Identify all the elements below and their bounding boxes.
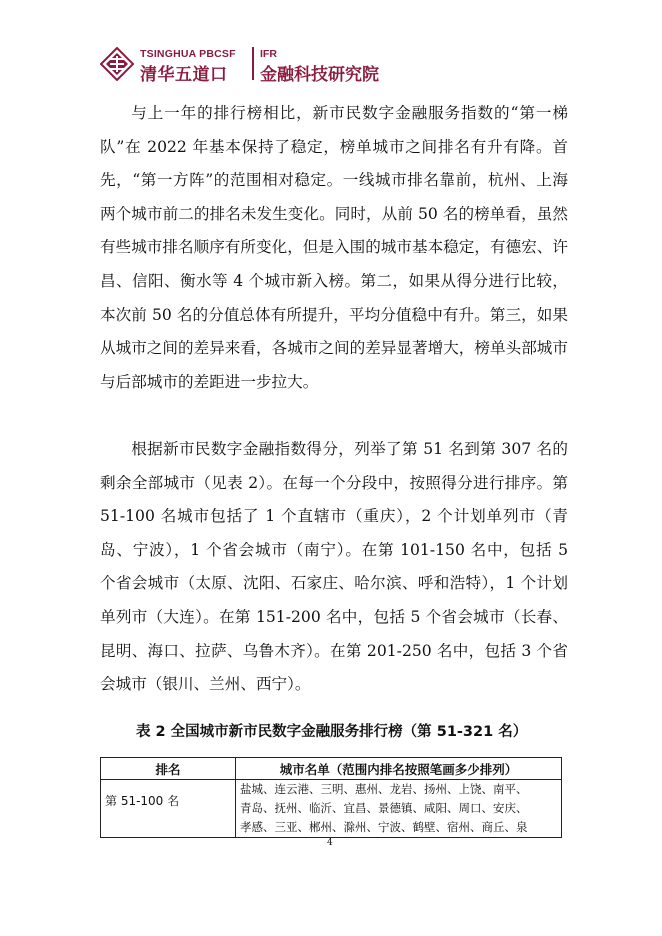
tsinghua-pbcsf-logo-icon [100, 47, 134, 81]
brand-chinese: 清华五道口 [140, 65, 228, 85]
body-paragraph: 根据新市民数字金融指数得分，列举了第 51 名到第 307 名的剩余全部城市（见表 2）。在每一个分段中，按照得分进行排序。第 51-100 名城市包括了 1 个直辖市（重庆），2 个计划单列市（青岛、宁波），1 个省会城市（南宁）。在第 101-150 名中，包括 5 个省会城市（太原、沈阳、石家庄、哈尔滨、呼和浩特），1 个计划单列市（大连）。在第 151-200 名中，包括 5 个省会城市（长春、昆明、海口、拉萨、乌鲁木齐）。在第 201-250 名中，包括 3 个省会城市（银川、兰州、西宁）。 [100, 440, 568, 694]
page-number: 4 [327, 838, 333, 848]
page-header [100, 45, 400, 83]
rank-range-cell: 第 51-100 名 [101, 780, 236, 838]
header-divider [252, 47, 254, 80]
city-list-line: 孝感、三亚、郴州、滁州、宁波、鹤壁、宿州、商丘、泉 [240, 820, 528, 834]
body-paragraph: 与上一年的排行榜相比，新市民数字金融服务指数的“第一梯队”在 2022 年基本保持了稳定，榜单城市之间排名有升有降。首先，“第一方阵”的范围相对稳定。一线城市排名靠前，杭州、上海两个城市前二的排名未发生变化。同时，从前 50 名的榜单看，虽然有些城市排名顺序有所变化，但是入围的城市基本稳定，有德宏、许昌、信阳、衡水等 4 个城市新入榜。第二，如果从得分进行比较，本次前 50 名的分值总体有所提升，平均分值稳中有升。第三，如果从城市之间的差异来看，各城市之间的差异显著增大，榜单头部城市与后部城市的差距进一步拉大。 [100, 104, 568, 391]
brand-english: TSINGHUA PBCSF [140, 48, 236, 60]
city-list-line: 青岛、抚州、临沂、宜昌、景德镇、咸阳、周口、安庆、 [240, 801, 528, 815]
institute-chinese: 金融科技研究院 [260, 65, 379, 85]
table-row [101, 780, 562, 838]
institute-english: IFR [260, 48, 277, 60]
ranking-table [100, 757, 562, 838]
city-list-line: 盐城、连云港、三明、惠州、龙岩、扬州、上饶、南平、 [240, 782, 528, 796]
table-header-row [101, 758, 562, 780]
city-list-cell [236, 780, 562, 838]
column-header-rank: 排名 [101, 758, 236, 780]
column-header-cities: 城市名单（范围内排名按照笔画多少排列） [236, 758, 562, 780]
table-caption: 表 2 全国城市新市民数字金融服务排行榜（第 51-321 名） [136, 724, 528, 740]
